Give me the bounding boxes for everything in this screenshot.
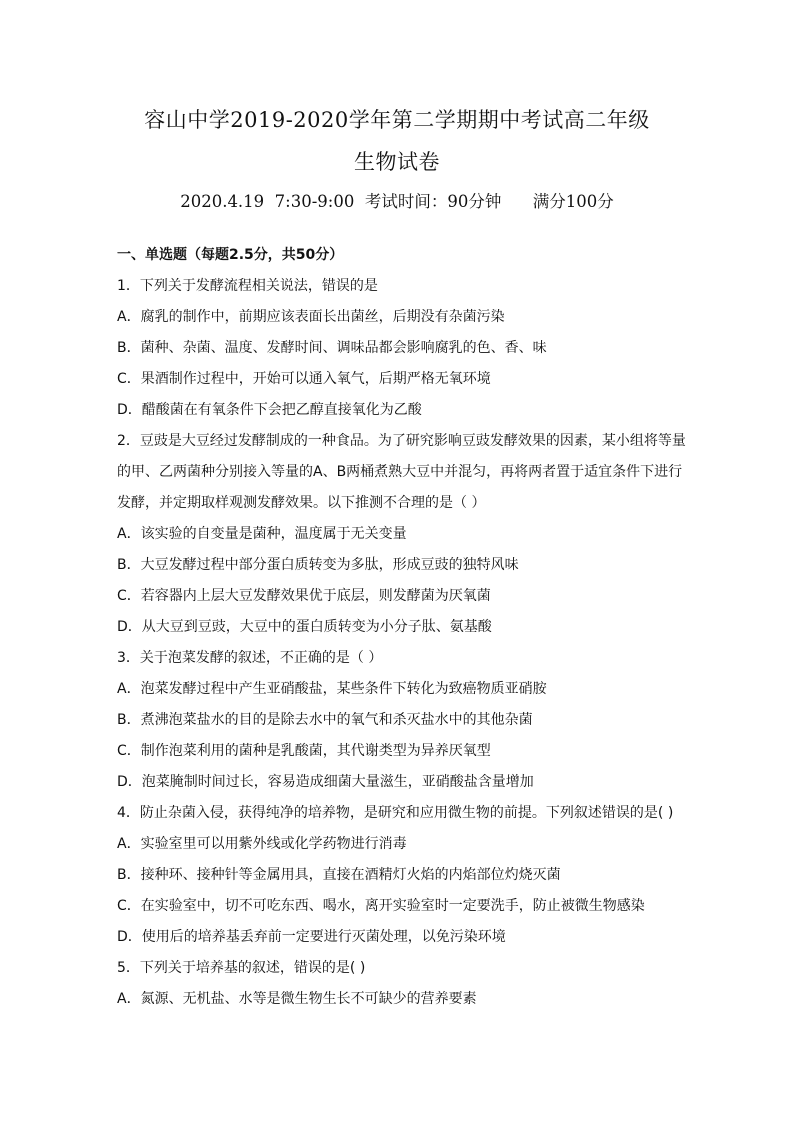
question-body [117, 240, 687, 1015]
text-line: D．泡菜腌制时间过长，容易造成细菌大量滋生，亚硝酸盐含量增加 [117, 774, 534, 790]
text-line: 3．关于泡菜发酵的叙述，不正确的是（ ） [117, 650, 383, 666]
text-line: B．接种环、接种针等金属用具，直接在酒精灯火焰的内焰部位灼烧灭菌 [117, 867, 561, 883]
section-heading: 一、单选题（每题2.5分，共50分） [117, 247, 344, 263]
text-line: C．在实验室中，切不可吃东西、喝水，离开实验室时一定要洗手，防止被微生物感染 [117, 898, 645, 914]
text-line: B．大豆发酵过程中部分蛋白质转变为多肽，形成豆豉的独特风味 [117, 557, 519, 573]
text-line: A．腐乳的制作中，前期应该表面长出菌丝，后期没有杂菌污染 [117, 309, 505, 325]
text-line: D．醋酸菌在有氧条件下会把乙醇直接氧化为乙酸 [117, 402, 422, 418]
exam-meta: 2020.4.19 7:30-9:00 考试时间：90分钟 满分100分 [180, 192, 614, 211]
text-line: 2．豆豉是大豆经过发酵制成的一种食品。为了研究影响豆豉发酵效果的因素，某小组将等量 [117, 433, 686, 449]
text-line: 发酵，并定期取样观测发酵效果。以下推测不合理的是（ ） [117, 495, 486, 511]
text-line: 4．防止杂菌入侵，获得纯净的培养物，是研究和应用微生物的前提。下列叙述错误的是( ) [117, 805, 674, 821]
exam-title: 容山中学2019-2020学年第二学期期中考试高二年级 [144, 108, 650, 132]
exam-subject: 生物试卷 [354, 150, 440, 174]
text-line: B．菌种、杂菌、温度、发酵时间、调味品都会影响腐乳的色、香、味 [117, 340, 547, 356]
text-line: C．果酒制作过程中，开始可以通入氧气，后期严格无氧环境 [117, 371, 491, 387]
text-line: A．泡菜发酵过程中产生亚硝酸盐，某些条件下转化为致癌物质亚硝胺 [117, 681, 547, 697]
text-line: 的甲、乙两菌种分别接入等量的A、B两桶煮熟大豆中并混匀，再将两者置于适宜条件下进行 [117, 464, 683, 480]
text-line: A．氮源、无机盐、水等是微生物生长不可缺少的营养要素 [117, 991, 477, 1007]
text-line: C．若容器内上层大豆发酵效果优于底层，则发酵菌为厌氧菌 [117, 588, 491, 604]
text-line: D．从大豆到豆豉，大豆中的蛋白质转变为小分子肽、氨基酸 [117, 619, 492, 635]
text-line: B．煮沸泡菜盐水的目的是除去水中的氧气和杀灭盐水中的其他杂菌 [117, 712, 533, 728]
text-line: D．使用后的培养基丢弃前一定要进行灭菌处理，以免污染环境 [117, 929, 506, 945]
text-line: 5．下列关于培养基的叙述，错误的是( ) [117, 960, 366, 976]
text-line: C．制作泡菜利用的菌种是乳酸菌，其代谢类型为异养厌氧型 [117, 743, 491, 759]
text-line: A．实验室里可以用紫外线或化学药物进行消毒 [117, 836, 407, 852]
text-line: 1．下列关于发酵流程相关说法，错误的是 [117, 278, 378, 294]
text-line: A．该实验的自变量是菌种，温度属于无关变量 [117, 526, 407, 542]
